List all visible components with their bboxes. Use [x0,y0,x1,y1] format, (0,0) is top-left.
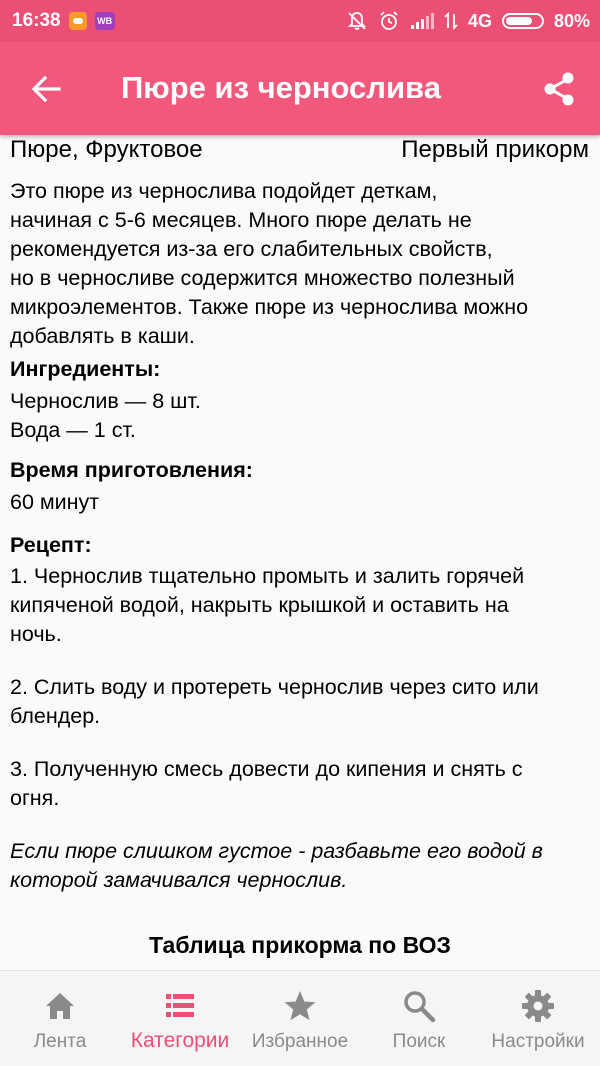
recipe-heading: Рецепт: [10,533,92,557]
back-button[interactable] [26,68,68,110]
description-line: начиная с 5-6 месяцев. Много пюре делать не [10,208,472,232]
share-icon [538,68,580,110]
description-line: микроэлементов. Также пюре из чернослива можно [10,295,529,319]
description-line: Это пюре из чернослива подойдет деткам, [10,179,438,203]
nav-item-favorites[interactable] [246,971,354,1066]
star-icon [283,989,317,1023]
battery-percent: 80% [553,10,590,31]
step-line: 2. Слить воду и протереть чернослив через сито или [10,675,539,699]
app-bar [0,42,600,135]
recipe-description [10,177,590,351]
note-line: которой замачивался чернослив. [10,868,348,892]
nav-label: Избранное [251,1031,349,1052]
step-line: блендер. [10,704,101,728]
description-line: рекомендуется из-за его слабительных свойств, [10,237,493,261]
recipe-content[interactable] [0,135,600,970]
note-line: Если пюре слишком густое - разбавьте его водой в [10,839,543,863]
step-line: 1. Чернослив тщательно промыть и залить горячей [10,564,525,588]
recipe-stage: Первый прикорм [401,136,589,163]
arrow-left-icon [26,68,68,110]
signal-icon [410,12,434,30]
page-title: Пюре из чернослива [121,70,441,105]
notification-wb-icon: WB [95,12,115,30]
ingredient-item: Чернослив — 8 шт. [10,389,201,413]
ingredients-list [10,387,590,445]
step-line: 3. Полученную смесь довести до кипения и снять с [10,757,523,781]
nav-label: Настройки [491,1031,585,1052]
gear-icon [521,989,555,1023]
step-line: кипяченой водой, накрыть крышкой и оставить на [10,593,509,617]
recipe-category: Пюре, Фруктовое [10,136,203,163]
nav-item-search[interactable] [375,971,463,1066]
share-button[interactable] [538,68,580,110]
nav-label: Поиск [392,1031,446,1052]
alarm-icon [378,10,400,32]
recipe-meta [10,135,589,165]
bottom-navigation [0,970,600,1066]
mute-bell-icon [346,10,368,32]
ingredient-item: Вода — 1 ст. [10,418,136,442]
nav-item-settings[interactable] [482,971,594,1066]
battery-icon [502,13,544,29]
notification-app-icon [69,12,87,30]
list-icon [163,989,197,1023]
who-table-title[interactable]: Таблица прикорма по ВОЗ [149,932,451,958]
recipe-note [10,837,590,895]
recipe-step [10,562,590,649]
description-line: добавлять в каши. [10,324,195,348]
status-time: 16:38 [12,10,61,31]
step-line: ночь. [10,622,62,646]
time-heading: Время приготовления: [10,458,253,482]
step-line: огня. [10,786,60,810]
network-type: 4G [467,10,492,31]
time-value: 60 минут [10,490,100,514]
description-line: но в черносливе содержится множество полезный [10,266,515,290]
nav-item-categories[interactable] [118,971,242,1066]
data-arrows-icon [444,12,458,30]
nav-label: Лента [33,1031,87,1052]
nav-item-feed[interactable] [20,971,100,1066]
nav-label: Категории [130,1029,230,1052]
recipe-step [10,755,590,813]
recipe-step [10,673,590,731]
search-icon [402,989,436,1023]
status-bar [0,0,600,42]
ingredients-heading: Ингредиенты: [10,357,161,381]
home-icon [43,989,77,1023]
